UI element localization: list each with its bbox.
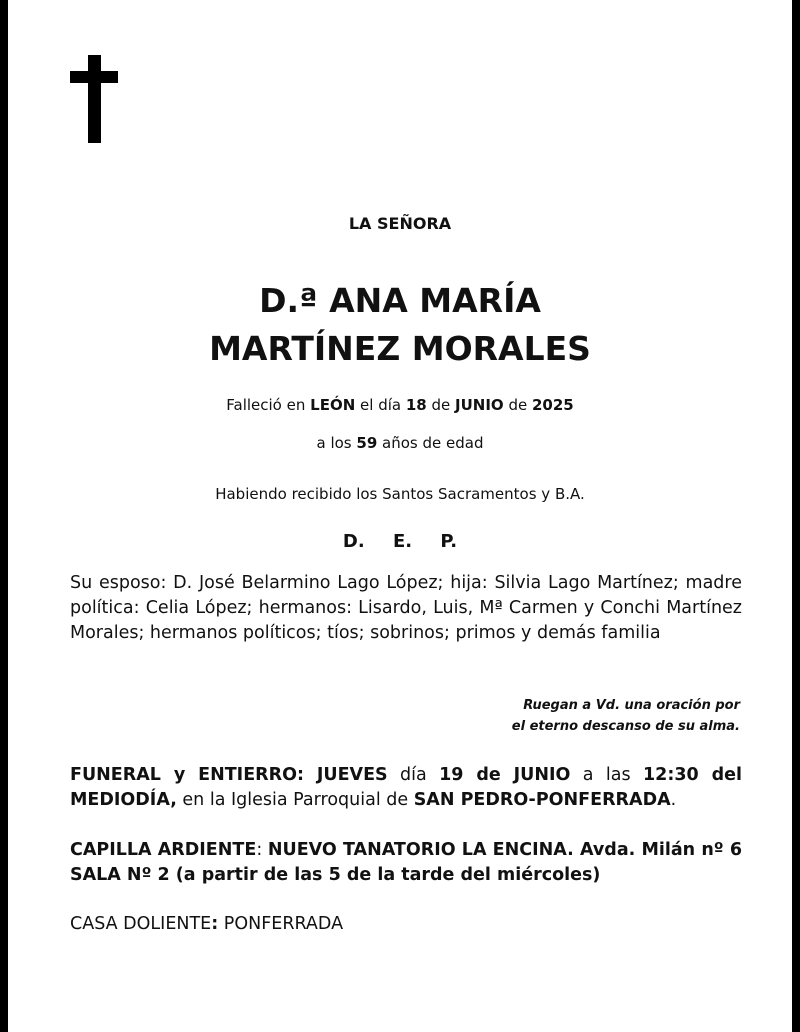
text: de bbox=[426, 396, 456, 414]
death-city: LEÓN bbox=[310, 396, 356, 414]
house-label: CASA DOLIENTE bbox=[70, 914, 212, 934]
cross-horizontal bbox=[70, 71, 118, 83]
text: . bbox=[670, 790, 677, 810]
chapel-info bbox=[70, 838, 742, 888]
funeral-day: 19 de JUNIO bbox=[439, 765, 571, 785]
funeral-info bbox=[70, 763, 742, 813]
sacraments: Habiendo recibido los Santos Sacramentos y B.A. bbox=[215, 485, 585, 503]
prayer-request bbox=[512, 695, 740, 737]
deceased-name-line2: MARTÍNEZ MORALES bbox=[209, 329, 591, 368]
mourning-house bbox=[70, 912, 742, 937]
text: en la Iglesia Parroquial de bbox=[176, 790, 414, 810]
age-years: 59 bbox=[356, 434, 378, 452]
right-border bbox=[792, 0, 800, 1032]
prayer-line2: el eterno descanso de su alma. bbox=[511, 719, 740, 734]
left-border bbox=[0, 0, 8, 1032]
prayer-line1: Ruegan a Vd. una oración por bbox=[523, 698, 740, 713]
funeral-label: FUNERAL y ENTIERRO: JUEVES bbox=[70, 765, 388, 785]
death-info bbox=[0, 396, 800, 414]
age-info bbox=[0, 434, 800, 452]
text: a las bbox=[570, 765, 643, 785]
death-year: 2025 bbox=[531, 396, 574, 414]
text: : bbox=[256, 840, 268, 860]
dep: D. E. P. bbox=[342, 531, 458, 552]
text: años de edad bbox=[377, 434, 484, 452]
death-day: 18 bbox=[405, 396, 427, 414]
text: de bbox=[503, 396, 532, 414]
funeral-place: SAN PEDRO-PONFERRADA bbox=[413, 790, 671, 810]
cross-vertical bbox=[88, 55, 101, 143]
deceased-name-line1: D.ª ANA MARÍA bbox=[259, 281, 541, 320]
death-month: JUNIO bbox=[455, 396, 504, 414]
text: : bbox=[211, 914, 219, 934]
funeral-time: 12:30 del MEDIODÍA, bbox=[70, 765, 742, 810]
house-value: PONFERRADA bbox=[218, 914, 344, 934]
text: el día bbox=[355, 396, 406, 414]
family-list: Su esposo: D. José Belarmino Lago López; hija: Silvia Lago Martínez; madre política: Celia López; hermanos: Lisardo, Luis, Mª Carmen y Conchi Martínez Morales; hermanos políticos; tíos; sobrinos; primos y demás familia bbox=[70, 573, 742, 643]
text: a los bbox=[316, 434, 357, 452]
chapel-text: NUEVO TANATORIO LA ENCINA. Avda. Milán nº 6 SALA Nº 2 (a partir de las 5 de la tarde del miércoles) bbox=[70, 840, 743, 885]
text: Falleció en bbox=[226, 396, 311, 414]
heading: LA SEÑORA bbox=[348, 214, 452, 233]
chapel-label: CAPILLA ARDIENTE bbox=[70, 840, 257, 860]
text: día bbox=[387, 765, 440, 785]
